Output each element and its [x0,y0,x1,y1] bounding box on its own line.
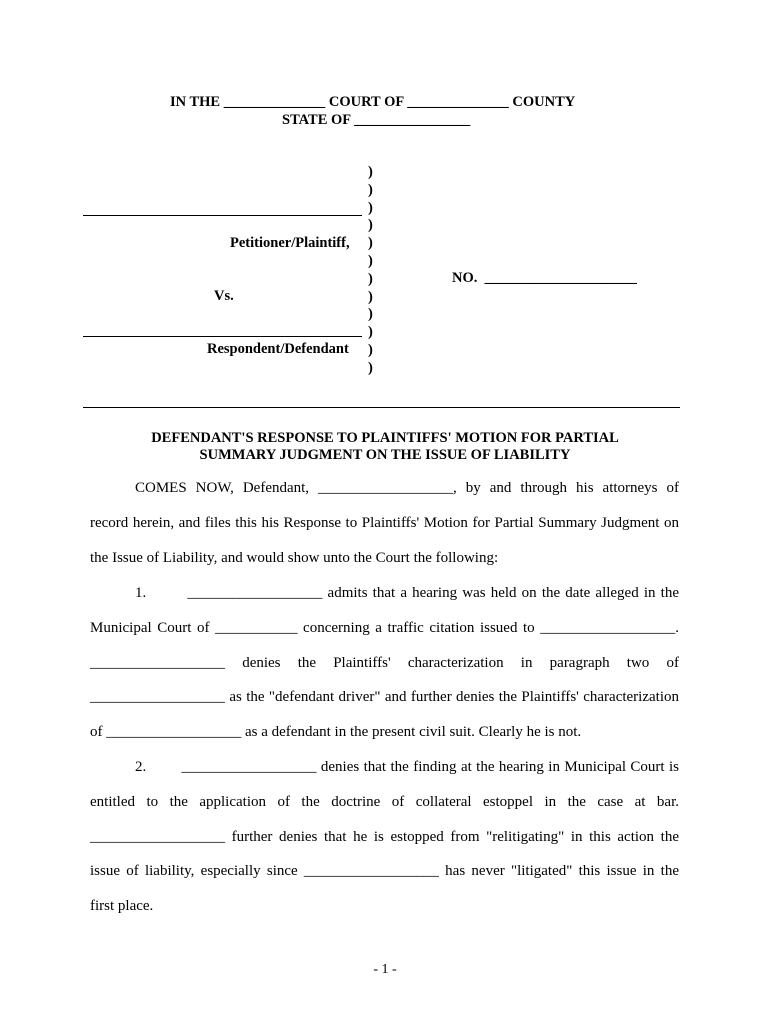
para1-line: 1. __________________ admits that a hearing was held on the date alleged in the [135,585,679,601]
intro-line: the Issue of Liability, and would show unto the Court the following: [90,549,499,566]
para2-line: first place. [90,898,154,915]
para2-line: entitled to the application of the doctrine of collateral estoppel in the case at bar. [90,793,679,810]
para1-line: Municipal Court of ___________ concerning a traffic citation issued to __________________. [90,619,679,636]
intro-paragraph [90,471,679,575]
para1-line: __________________ as the "defendant driver" and further denies the Plaintiffs' characterization [90,689,679,706]
paren: ) [368,199,373,216]
paragraph-2 [90,750,679,924]
state-header-line: STATE OF ________________ [282,112,471,128]
paren: ) [368,359,373,376]
document-title-line1: DEFENDANT'S RESPONSE TO PLAINTIFFS' MOTION FOR PARTIAL [151,430,619,446]
para2-line: issue of liability, especially since __________________ has never "litigated" this issue in the [90,863,679,880]
respondent-name-line [83,336,362,337]
document-title-line2: SUMMARY JUDGMENT ON THE ISSUE OF LIABILITY [199,447,571,463]
paren: ) [368,164,373,180]
vs-label: Vs. [214,288,234,304]
petitioner-name-line [83,215,362,216]
respondent-label: Respondent/Defendant [207,341,349,357]
petitioner-label: Petitioner/Plaintiff, [230,235,350,251]
paren: ) [368,270,373,287]
court-header-line: IN THE ______________ COURT OF ______________ COUNTY [170,94,576,110]
paragraph-1 [90,576,679,750]
paren: ) [368,306,373,323]
para1-line: __________________ denies the Plaintiffs' characterization in paragraph two of [90,654,679,671]
paren: ) [368,288,373,305]
para1-line: of __________________ as a defendant in the present civil suit. Clearly he is not. [90,724,582,741]
para2-line: __________________ further denies that he is estopped from "relitigating" in this action the [90,828,679,845]
paren: ) [368,324,373,341]
para2-line: 2. __________________ denies that the finding at the hearing in Municipal Court is [135,759,679,775]
paren: ) [368,341,373,358]
caption-divider [83,407,680,408]
case-number-field: NO. _____________________ [452,270,637,286]
paren: ) [368,217,373,234]
page-number: - 1 - [373,962,397,977]
paren: ) [368,181,373,198]
paren: ) [368,235,373,252]
caption-parentheses [368,164,373,378]
paren: ) [368,252,373,269]
intro-line: record herein, and files this his Response to Plaintiffs' Motion for Partial Summary Judgment on [90,514,679,531]
intro-line: COMES NOW, Defendant, __________________, by and through his attorneys of [135,480,679,496]
